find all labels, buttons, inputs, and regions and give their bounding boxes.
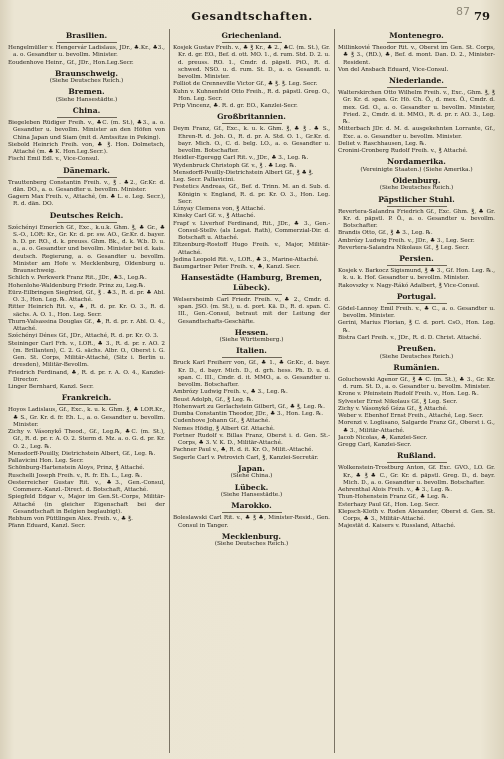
heading-rule <box>57 117 117 118</box>
section-heading: Japan. <box>238 463 265 473</box>
section-heading: Rußland. <box>397 451 436 461</box>
diplomat-entry: Siebold Heinrich Freih. von, ♣ ℥. Hon. Dolmetsch, Attaché (m. ♣ K. Hon.Leg.Secr.). <box>8 141 165 156</box>
heading-rule <box>387 462 447 463</box>
page-header <box>0 5 504 29</box>
column-left <box>8 29 165 753</box>
diplomat-entry: Fischl Emil Edl. v., Vice-Consul. <box>8 156 100 163</box>
diplomat-entry: Bruck Karl Freiherr von, Gf., ♣ 1., ♣ Gr.Kr., d. bayr. Kr. D., d. bayr. Mich. D., d. grh. hess. Ph. D. u. d. span. C. III., Cmdr. d. it. MMO., a. o. Gesandter u. bevollm. Botschafter. <box>173 360 330 389</box>
diplomat-entry: Mitterbach JDr. d. M. d. ausgekehnten Lorrante, Gf., Exc. a. o. Gesandter u. bevollm. Minister. <box>338 126 495 140</box>
diplomat-entry: Heidler-Egeregg Carl Rit. v., JDr., ♣ 3., Leg. ℞. <box>173 155 309 162</box>
heading-rule <box>222 512 282 513</box>
diplomat-entry: Eltzenburg-Rostoff Hugo Freih. v., Major, Militär-Attaché. <box>173 242 330 256</box>
heading-rule <box>222 294 282 295</box>
section-heading: Großbritannien. <box>217 112 286 122</box>
diplomat-entry: Széchényi Dénes Gf., JDr., Attaché, R. d. pr. Kr. O. 3. <box>8 333 159 340</box>
diplomat-entry: Dumba Constantin Theodor, JDr., ♣ 3., Hon. Leg. ℞. <box>173 411 324 418</box>
diplomat-entry: Esterhazy Paul Gf., Hon. Leg. Secr. <box>338 501 440 508</box>
heading-rule <box>222 357 282 358</box>
diplomat-entry: Steininger Carl Frh. v., LOR., ♣ 3., R. d. pr. r. AO. 2 (m. Brillanten), C. 2. G. sächs. Albr. O., Oberst i. G. Gen. St. Corps, Militär-Attaché, (Sitz i. Berlin u. dresden), Militär-Bevollm. <box>8 340 165 369</box>
diplomat-entry: Gerini, Marius Florian, ℥ C. d. port. CsO., Hon. Leg. ℞. <box>338 320 495 334</box>
diplomat-entry: Millinkovié Theodor Rit. v., Oberst im Gen. St. Corps, ♣ ℥ 3., (RD.), ♣, Bef. d. mont. Dan. D. 2., Minister-Resident. <box>338 45 495 66</box>
diplomat-entry: Biegeleben Rüdiger Freih. v., ♣C. (m. St.), ♣3., a. o. Gesandter u. bevollm. Minister an den Höfen von China Japan und Siam (mit d. Amtssitze in Peking). <box>8 120 165 141</box>
diplomat-entry: Friedrich Ferdinand, ♣, R. d. pr. r. A. O. 4., Kanzlei-Director. <box>8 369 165 383</box>
column-right <box>338 29 495 753</box>
diplomat-entry: Rakovszky v. Nagy-Rákó Adalbert, ℥ Vice-Consul. <box>338 282 480 289</box>
pencil-annotation: 87 <box>456 5 470 18</box>
diplomat-entry: Zichy v. Vásonykő Géza Gf., ℥ Attaché. <box>338 405 448 412</box>
diplomat-entry: Spiegfeld Edgar v., Major im Gen.St.-Corps, Militär-Attaché (in gleicher Eigenschaft bei der Gesandtschaft in Belgien beglaubigt). <box>8 494 165 515</box>
diplomat-entry: Frapf v. Liverhof Ferdinand, Rit., JDr., ♣ 3., Gen.-Consul-Stellv. (als Legat. Rath), Commerzial-Dir. d. Botschaft u. Attaché. <box>173 220 330 241</box>
section-reference: (Siehe Hansestädte.) <box>220 492 283 499</box>
diplomat-entry: Cudenhove Johann Gf., ℥ Attaché. <box>173 418 271 425</box>
diplomat-entry: Klepsch-Kloth v. Roden Alexander, Oberst d. Gen. St. Corps, ♣ 3., Militär-Attaché. <box>338 508 495 523</box>
diplomat-entry: Ambrózy Ludwig Freih. v., ♣ 3., Leg. ℞. <box>173 389 288 396</box>
diplomat-entry: Rebhum von Püttlingen Alex. Freih. v., ♣ ℥. <box>8 516 133 523</box>
diplomat-entry: Morenzi v. Loglisano, Salgarde Franz Gf., Oberst i. G., ♣ 3., Militär-Attaché. <box>338 420 495 434</box>
section-heading: China. <box>72 106 101 116</box>
section-heading: Portugal. <box>396 291 437 301</box>
diplomat-entry: Jacob Nicolas, ♣, Kanzlei-Secr. <box>338 434 428 441</box>
diplomat-entry: Ritter Heinrich Rit. v., ♣, R. d. pr. Kr. O. 3., R. d. sächs. A. O. 1., Hon. Leg. Secr. <box>8 304 165 318</box>
heading-rule <box>222 123 282 124</box>
diplomat-entry: Schönburg-Hartenstein Aloys, Prinz, ℥ Attaché. <box>8 465 145 472</box>
section-reference: (Vereinigte Staaten.) (Siehe Amerika.) <box>360 166 473 173</box>
diplomat-entry: Gödel-Lannoy Emil Freih. v., ♣ C., a. o. Gesandter u. bevollm. Minister. <box>338 305 495 320</box>
diplomat-entry: Festetics Andreas, Gf., Bef. d. Trinn. M. an d. Sub. d. Königin v. England, R. d. pr. Kr. O. 3., Hon. Leg. Secr. <box>173 184 330 205</box>
heading-rule <box>57 42 117 43</box>
diplomat-entry: Krone v. Pfeinstein Rudolf Freih. v., Hon. Leg. ℞. <box>338 391 479 398</box>
diplomat-entry: Aehrenthal Alois Freih. v., ♣ 3., Leg. ℞. <box>338 487 453 494</box>
diplomat-entry: Mensdorff-Pouilly, Dietrichstein Albert, Gf., Leg. ℞. <box>8 450 156 457</box>
diplomat-entry: Kuhn v. Kuhnenfeld Otto Freih., R. d. päpstl. Greg. O., Hon. Leg. Secr. <box>173 88 330 102</box>
heading-rule <box>387 374 447 375</box>
heading-rule <box>387 206 447 207</box>
diplomat-entry: Beust Adolph, Gf., ℥ Leg. ℞. <box>173 396 254 403</box>
diplomat-entry: Oesterreicher Gustav Rit. v., ♣3., Gen.-Consul, Commerz.-Kanzl.-Direct. d. Botschaft, Attaché. <box>8 479 165 494</box>
heading-rule <box>387 42 447 43</box>
heading-rule <box>387 303 447 304</box>
diplomat-entry: Hohenwart zu Gerlachstein Gilbert, Gf., ♣ ℥, Leg. ℞. <box>173 403 325 410</box>
section-heading: Frankreich. <box>61 393 112 403</box>
diplomat-entry: Hohenlohe-Waldenburg Friedr. Prinz zu, Leg.℞. <box>8 282 146 289</box>
diplomat-entry: Lónyay Clemens von, ℥ Attaché. <box>173 206 266 212</box>
diplomat-entry: Eoudenhove Heinr., Gf., JDr., Hon.Leg.Secr. <box>8 59 134 66</box>
section-heading: Niederlande. <box>389 76 444 85</box>
diplomat-entry: Pachner Paul v., ♣, R. d. it. Kr. O., Milit.-Attaché. <box>173 447 314 454</box>
diplomat-entry: Majestät d. Kaisers v. Russland, Attaché. <box>338 523 456 530</box>
section-reference: (Siehe China.) <box>230 473 273 480</box>
section-heading: Braunschweig. <box>54 68 118 78</box>
section-heading: Brasilien. <box>65 31 108 40</box>
diplomat-entry: Hengelmüller v. Hengervár Ladislaus, JDr., ♣.Kr., ♣3., a. o. Gesandter u. bevollm. Minister. <box>8 45 165 59</box>
diplomat-entry: Welsersheimb Carl Friedr. Freih. v., ♣ 2., Cmdr. d. span. JSO. (m. St.), u. d. port. Kä. D., R. d. span. C. III., Gen.-Consul, betraut mit der Leitung der Gesandtschafts-Geschäfte. <box>173 296 330 325</box>
diplomat-entry: Deym Franz, Gf., Exc., k. u. k. Ghm. ℥, ♣ ℥ . ♣ S., Ehren-R. d. Joh. O., R. d. pr. A. Std. O. 1., Gr.Kr. d. bayr. Mich. O., C. d. belg. LO., a. o. Gesandter u. bevollm. Botschafter. <box>173 126 330 154</box>
diplomat-entry: Segerle Carl v. Petrovich Carl, ℥, Kanzlei-Secretär. <box>173 454 319 461</box>
section-heading: Preußen. <box>397 344 436 354</box>
section-heading: Hansestädte (Hamburg, Bremen, Lübeck). <box>180 273 323 292</box>
diplomat-entry: Pfann Eduard, Kanzl. Secr. <box>8 523 86 530</box>
diplomat-entry: Hoyos Ladislaus, Gf., Exc., k. u. k. Ghm. ℥, ♣ LOR.Kr., ♣ S., Gr. Kr. d. fr. Eh. L., a. o. Gesandter u. bevollm. Minister. <box>8 407 165 428</box>
section-heading: Dänemark. <box>63 165 110 175</box>
section-reference: (Siehe Deutsches Reich.) <box>49 78 124 85</box>
section-heading: Rumänien. <box>393 362 440 372</box>
diplomat-entry: Jedina Leopold Rit. v., LOR., ♣ 3., Marine-Attaché. <box>173 256 319 263</box>
diplomat-entry: Goluchowski Agenor Gf., ℥ ♣ C. (m. St.), ♣ 3., Gr. Kr. d. rum. St. D., a. o. Gesandter u. bevollm. Minister. <box>338 376 495 391</box>
diplomat-entry: Nemes Hödig, ℥ Albert Gf. Attaché. <box>173 425 275 432</box>
section-heading: Nordamerika. <box>387 157 446 167</box>
section-reference: (Siehe Hansestädte.) <box>55 96 118 103</box>
heading-rule <box>222 42 282 43</box>
running-title: Gesandtschaften. <box>191 9 313 23</box>
section-heading: Montenegro. <box>389 31 444 40</box>
section-reference: (Siehe Deutsches Reich.) <box>379 185 454 192</box>
column-rule <box>169 29 170 753</box>
heading-rule <box>57 177 117 178</box>
section-reference: (Siehe Württemberg.) <box>219 337 284 344</box>
diplomat-entry: Kosjek Gustav Freih. v., ♣ ℥ Kr., ♣ 2., ♣C. (m. St.), Gr. Kr. d. gr. EO., Bef. d. ott. MO. 1., d. rum. Std. D. 2. u. d. preuss. RO. 1., Cmdr. d. päpstl. PiO., R. d. schwed. NSO. u. d. rum. St. D., a. o. Gesandt. u. bevollm. Minister. <box>173 45 330 80</box>
diplomat-entry: Revertera-Salandra Friedrich Gf., Exc. Ghm. ℥, ♣ Gr. Kr. d. päpstl. P. Ö., a. o. Gesandter u. bevollm. Botschafter. <box>338 208 495 230</box>
diplomat-entry: Széchényi Emerich Gf., Exc., k.u.k. Ghm. ℥, ♣ Gr., ♣ S.-O., LOR: Kr., Gr. Kr. d. pr. sw. AO., Gr.Kr. d. bayer. h. D. pr. RO., d. k. preuss. Ghm. Bk., d. k. W.b. D. u. a., a. o. Gesandter und bevollm. Minister bei d. kais. deutsch. Regierung, a. o. Gesandter u. bevollm. Minister am Hofe v. Mecklenburg, Oldenburg u. Braunschweig. <box>8 224 165 275</box>
section-heading: Lübeck. <box>234 482 269 492</box>
diplomat-entry: Gregg Carl, Kanzlei-Secr. <box>338 442 412 449</box>
diplomat-entry: Thun-Hohenstein Franz Gf., ♣ Leg. ℞. <box>338 494 449 501</box>
diplomat-entry: Kosjek v. Barkocz Sigismund, ℥ ♣ 3., Gf. Hon. Leg. ℞., k. u. k. Hof. Gesandter u. bevollm. Minister. <box>338 268 495 282</box>
section-reference: (Siehe Deutsches Reich.) <box>379 353 454 360</box>
section-heading: Persien. <box>399 254 434 264</box>
diplomat-entry: Thurn-Valsassina Douglas Gf., ♣, R. d. pr. r. Abl. O. 4., Attaché. <box>8 318 165 333</box>
diplomat-entry: Mensdorff-Pouilly-Dietrichstein Albert Gf., ℥ ♣ ℥. <box>173 169 314 176</box>
diplomat-entry: Wolkenstein-Trostburg Anton, Gf. Exc. GVO., LO. Gr. Kr., ♣ ℥ ♣ C., Gr. Kr. d. päpstl. Greg. D., d. bayr. Mich. D., a. o. Gesandter u. bevollm. Botschafter. <box>338 465 495 486</box>
section-heading: Griechenland. <box>221 31 282 40</box>
diplomat-entry: Sylvester Ernst Nikolaus Gf., ℥ Leg. Secr. <box>338 398 458 405</box>
diplomat-entry: Wydenbruck Christoph Gf. v., ℥ . ♣ Leg. ℞. <box>173 162 297 169</box>
diplomat-entry: Pallavicini Hon. Leg. Secr. <box>8 458 84 465</box>
section-heading: Deutsches Reich. <box>49 210 124 220</box>
heading-rule <box>387 87 447 88</box>
diplomat-entry: Boleslawski Carl Rit. v., ♣ ℥ ♣, Minister-Resid., Gen. Consul in Tanger. <box>173 515 330 529</box>
column-rule <box>334 29 335 753</box>
diplomat-entry: Deliet v. Raschhausen, Leg. ℞. <box>338 140 427 147</box>
diplomat-entry: Fortner Rudolf v. Billas Franz, Oberst i. d. Gen. St.-Corps, ♣ 3. V. K. D., Militär-Attaché. <box>173 432 330 447</box>
diplomat-entry: Walterskirchen Otto Wilhelm Freih. v., Exc., Ghm. ℥, ℥ Gr. Kr. d. span. Gr. Hö. Ch. Ö., d. mex. Ö., Cmdr. d. mex. Gd. O., a. o. Gesandter u. bevollm. Minister, Fried. 2., Cmdr. d. it. MMO., R. d. pr. r. AO. 3., Leg. ℞. <box>338 90 495 125</box>
section-heading: Mecklenburg. <box>221 531 282 541</box>
diplomat-entry: Ambrózy Ludwig Freih. v., JDr., ♣ 3., Leg. Secr. <box>338 237 475 244</box>
text-columns <box>8 29 496 753</box>
diplomat-entry: Schilch v. Perkwerk Franz Rit., JDr., ♣3., Leg.℞. <box>8 275 147 282</box>
section-heading: Marokko. <box>231 501 272 511</box>
section-heading: Päpstlicher Stuhl. <box>378 194 455 204</box>
diplomat-entry: Eürz-Eilbringen Siegfried, Gf., ℥ . ♣3., R. d. pr. ♣ Abl. O. 3., Hon. Leg. ℞. Attaché. <box>8 289 165 304</box>
heading-rule <box>57 404 117 405</box>
section-reference: (Siehe Deutsches Reich.) <box>214 541 289 548</box>
diplomat-entry: Linger Bernhard, Kanzl. Secr. <box>8 384 94 391</box>
section-heading: Hessen. <box>234 327 269 337</box>
diplomat-entry: Trauttenberg Constantin Freih. v., ℥ . ♣2., Gr.Kr. d. dän. DO., a. o. Gesandter u. bevollm. Minister. <box>8 179 165 193</box>
diplomat-entry: Leg. Secr. Pallavicini. <box>173 177 235 183</box>
diplomat-entry: Brandis Otto, Gf., ℥ ♣ 3., Leg. ℞. <box>338 230 433 237</box>
diplomat-entry: Cronini-Cronberg Rudolf Freih. v., ℥ Attaché. <box>338 148 468 154</box>
heading-rule <box>387 265 447 266</box>
diplomat-entry: Von del Ansbach Eduard, Vice-Consul. <box>338 66 449 73</box>
diplomat-entry: Baumgartner Peter Freih. v., ♣, Kanzl. Secr. <box>173 264 301 270</box>
section-heading: Bremen. <box>68 87 105 97</box>
diplomat-entry: Ruschelli Joseph Freih. v., R. fr. Eh. L., Leg. ℞. <box>8 472 143 479</box>
page-number: 79 <box>473 9 490 23</box>
heading-rule <box>57 222 117 223</box>
section-heading: Oldenburg. <box>392 175 441 185</box>
diplomat-entry: Prip Vincenz, ♣. R. d. gr. EO., Kanzlei-Secr. <box>173 103 298 109</box>
diplomat-entry: Bistra Carl Freih. v., JDr., R. d. D. Christ. Attaché. <box>338 334 482 341</box>
diplomat-entry: Zichy v. Vásonykő Theod., Gf., Leg.℞, ♣C. (m. St.), Gf., R. d. pr. r. A. O. 2. Sterm d. Mz. a. o. G. d. pr. Kr. O. 2., Leg. ℞. <box>8 429 165 450</box>
diplomat-entry: Gagern Max Freih. v., Attaché, (m. ♣ L. e. Leg. Secr.), R. d. dän. DO. <box>8 194 165 208</box>
section-heading: Italien. <box>236 346 267 356</box>
diplomat-entry: Weber v. Ebenhof Ernst Freih., Attaché, Leg. Secr. <box>338 413 484 420</box>
diplomat-entry: Folliot de Crenneville Victor Gf., ♣ ℥. ℥. Leg. Secr. <box>173 81 318 88</box>
diplomat-entry: Kinsky Carl Gf. v., ℥ Attaché. <box>173 213 256 220</box>
column-middle <box>173 29 330 753</box>
diplomat-entry: Revertera-Salandra Nikolaus Gf., ℥ Leg. Secr. <box>338 244 470 251</box>
